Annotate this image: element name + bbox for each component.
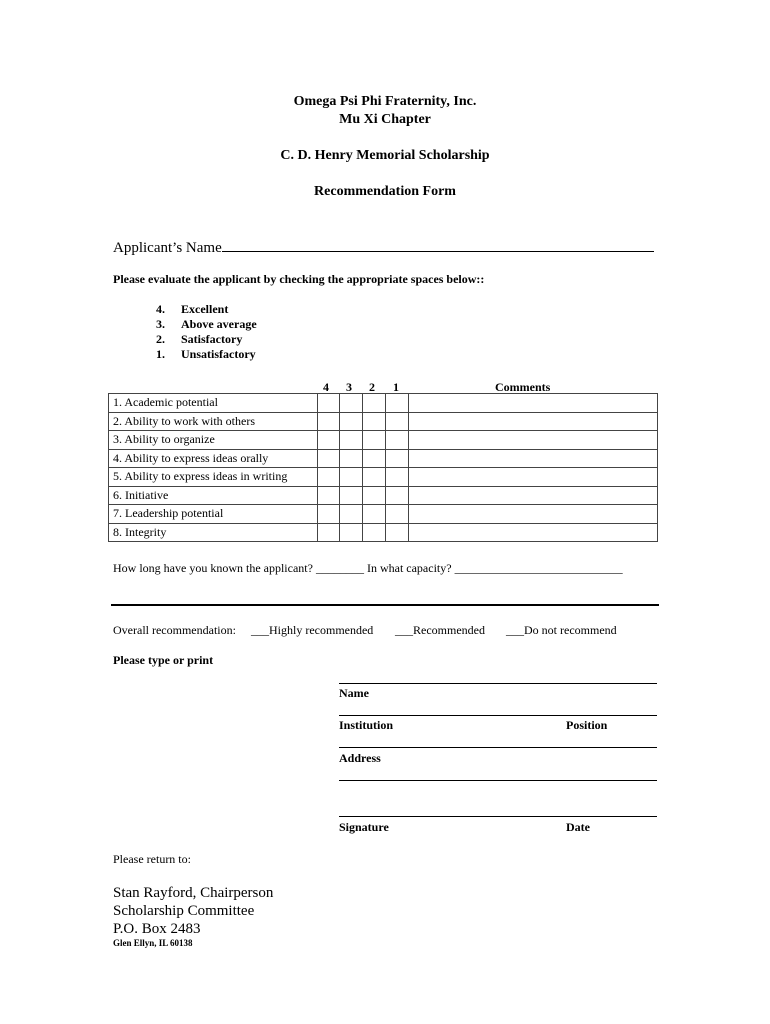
rating-box-3[interactable] [340, 523, 363, 542]
chapter-title: Mu Xi Chapter [339, 112, 431, 127]
rating-box-2[interactable] [363, 505, 386, 524]
applicant-name-field[interactable] [222, 237, 654, 252]
rating-box-4[interactable] [318, 486, 340, 505]
option-do-not-recommend[interactable]: ___Do not recommend [506, 623, 617, 637]
rating-box-2[interactable] [363, 394, 386, 413]
institution-line[interactable] [339, 715, 657, 716]
rating-box-1[interactable] [386, 449, 409, 468]
scale-label: Excellent [181, 302, 229, 316]
rating-box-4[interactable] [318, 394, 340, 413]
comments-cell[interactable] [409, 486, 658, 505]
scale-item [156, 302, 257, 317]
rating-box-3[interactable] [340, 486, 363, 505]
comments-cell[interactable] [409, 394, 658, 413]
option-recommended[interactable]: ___Recommended [395, 623, 485, 637]
comments-cell[interactable] [409, 449, 658, 468]
address-line-2[interactable] [339, 780, 657, 781]
scale-number: 1. [156, 347, 165, 361]
rating-box-3[interactable] [340, 449, 363, 468]
name-line[interactable] [339, 683, 657, 684]
section-divider [111, 604, 659, 606]
table-row [109, 394, 658, 413]
column-header-1: 1 [393, 380, 399, 394]
return-name: Stan Rayford, Chairperson [113, 885, 274, 901]
scale-label: Unsatisfactory [181, 347, 256, 361]
rating-box-2[interactable] [363, 486, 386, 505]
criterion-label: 3. Ability to organize [109, 431, 318, 450]
table-row [109, 431, 658, 450]
scale-item [156, 332, 257, 347]
type-or-print-note: Please type or print [113, 653, 214, 667]
return-label: Please return to: [113, 852, 191, 866]
rating-box-1[interactable] [386, 505, 409, 524]
name-label: Name [339, 686, 369, 700]
rating-box-3[interactable] [340, 394, 363, 413]
scale-item [156, 347, 257, 362]
rating-box-1[interactable] [386, 394, 409, 413]
column-header-4: 4 [323, 380, 329, 394]
scale-number: 3. [156, 317, 165, 331]
criterion-label: 4. Ability to express ideas orally [109, 449, 318, 468]
rating-box-3[interactable] [340, 431, 363, 450]
return-committee: Scholarship Committee [113, 903, 255, 919]
rating-box-4[interactable] [318, 449, 340, 468]
scale-label: Above average [181, 317, 257, 331]
scale-number: 2. [156, 332, 165, 346]
rating-box-4[interactable] [318, 431, 340, 450]
criterion-label: 2. Ability to work with others [109, 412, 318, 431]
overall-recommendation-label: Overall recommendation: [113, 623, 236, 637]
criterion-label: 6. Initiative [109, 486, 318, 505]
institution-label: Institution [339, 718, 394, 732]
form-title: Recommendation Form [314, 184, 456, 199]
address-line[interactable] [339, 747, 657, 748]
return-po-box: P.O. Box 2483 [113, 921, 201, 937]
comments-cell[interactable] [409, 431, 658, 450]
instructions: Please evaluate the applicant by checking the appropriate spaces below:: [113, 272, 485, 286]
comments-cell[interactable] [409, 523, 658, 542]
scale-item [156, 317, 257, 332]
rating-box-2[interactable] [363, 468, 386, 487]
rating-box-4[interactable] [318, 523, 340, 542]
ratings-table [108, 393, 658, 542]
rating-box-1[interactable] [386, 412, 409, 431]
table-row [109, 412, 658, 431]
column-header-2: 2 [369, 380, 375, 394]
rating-box-2[interactable] [363, 449, 386, 468]
rating-scale-legend [156, 302, 257, 362]
comments-cell[interactable] [409, 468, 658, 487]
rating-box-1[interactable] [386, 431, 409, 450]
rating-box-1[interactable] [386, 468, 409, 487]
rating-box-4[interactable] [318, 505, 340, 524]
rating-box-1[interactable] [386, 523, 409, 542]
rating-box-3[interactable] [340, 412, 363, 431]
signature-label: Signature [339, 820, 389, 834]
comments-cell[interactable] [409, 505, 658, 524]
address-label: Address [339, 751, 381, 765]
column-header-3: 3 [346, 380, 352, 394]
rating-box-1[interactable] [386, 486, 409, 505]
signature-line[interactable] [339, 816, 657, 817]
criterion-label: 8. Integrity [109, 523, 318, 542]
date-label: Date [566, 820, 590, 834]
column-header-comments: Comments [495, 380, 551, 394]
criterion-label: 1. Academic potential [109, 394, 318, 413]
rating-box-2[interactable] [363, 412, 386, 431]
table-row [109, 505, 658, 524]
rating-box-2[interactable] [363, 431, 386, 450]
table-row [109, 449, 658, 468]
table-row [109, 468, 658, 487]
table-row [109, 523, 658, 542]
rating-box-4[interactable] [318, 412, 340, 431]
criterion-label: 5. Ability to express ideas in writing [109, 468, 318, 487]
organization-title: Omega Psi Phi Fraternity, Inc. [293, 94, 477, 109]
known-applicant-question[interactable]: How long have you known the applicant? ________ In what capacity? ____________________________ [113, 561, 623, 575]
applicant-name-label: Applicant’s Name [113, 240, 222, 256]
return-city: Glen Ellyn, IL 60138 [113, 938, 193, 948]
rating-box-2[interactable] [363, 523, 386, 542]
position-label: Position [566, 718, 608, 732]
criterion-label: 7. Leadership potential [109, 505, 318, 524]
rating-box-4[interactable] [318, 468, 340, 487]
applicant-name-row [113, 237, 654, 257]
rating-box-3[interactable] [340, 505, 363, 524]
comments-cell[interactable] [409, 412, 658, 431]
scholarship-title: C. D. Henry Memorial Scholarship [280, 148, 490, 163]
scale-label: Satisfactory [181, 332, 243, 346]
rating-box-3[interactable] [340, 468, 363, 487]
scale-number: 4. [156, 302, 165, 316]
option-highly-recommended[interactable]: ___Highly recommended [251, 623, 374, 637]
table-row [109, 486, 658, 505]
